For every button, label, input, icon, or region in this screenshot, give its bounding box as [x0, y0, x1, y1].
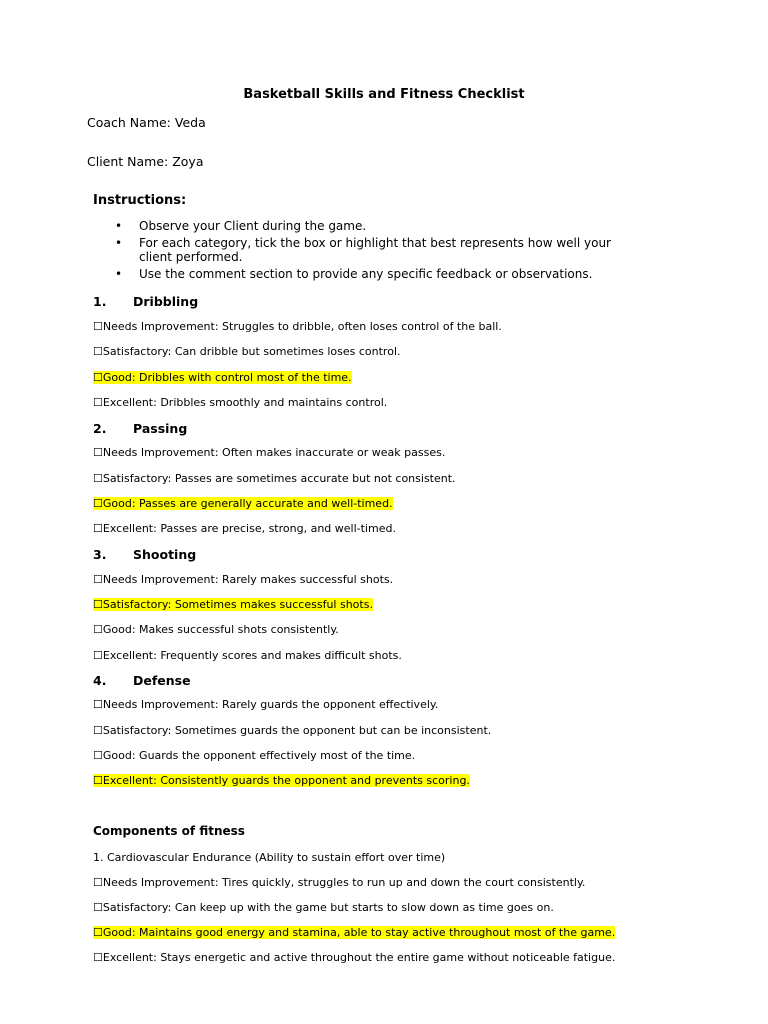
option-defense-excellent[interactable]	[93, 774, 470, 787]
option-defense-needs-improvement[interactable]	[93, 698, 438, 711]
option-text: Good: Passes are generally accurate and well-timed.	[102, 497, 393, 510]
option-text: Satisfactory: Sometimes makes successful shots.	[102, 598, 373, 611]
checkbox-icon[interactable]: ☐	[93, 951, 103, 964]
option-shooting-needs-improvement[interactable]	[93, 573, 393, 586]
section-number: 1.	[93, 294, 107, 309]
checkbox-icon[interactable]: ☐	[93, 926, 103, 939]
section-name: Passing	[133, 421, 188, 436]
option-text: Satisfactory: Sometimes guards the opponent but can be inconsistent.	[102, 724, 492, 737]
option-cardio-good[interactable]	[93, 926, 615, 939]
option-text: Good: Dribbles with control most of the time.	[102, 371, 352, 384]
option-defense-satisfactory[interactable]	[93, 724, 491, 737]
option-cardio-satisfactory[interactable]	[93, 901, 554, 914]
section-heading-passing	[93, 421, 187, 436]
option-shooting-satisfactory[interactable]	[93, 598, 373, 611]
option-text: Good: Makes successful shots consistently.	[102, 623, 339, 636]
checkbox-icon[interactable]: ☐	[93, 472, 103, 485]
option-passing-good[interactable]	[93, 497, 393, 510]
checkbox-icon[interactable]: ☐	[93, 396, 103, 409]
fitness-heading: Components of fitness	[93, 824, 245, 838]
option-text: Good: Guards the opponent effectively most of the time.	[102, 749, 416, 762]
checkbox-icon[interactable]: ☐	[93, 623, 103, 636]
checkbox-icon[interactable]: ☐	[93, 649, 103, 662]
checkbox-icon[interactable]: ☐	[93, 901, 103, 914]
checkbox-icon[interactable]: ☐	[93, 774, 103, 787]
checkbox-icon[interactable]: ☐	[93, 320, 103, 333]
checkbox-icon[interactable]: ☐	[93, 724, 103, 737]
checkbox-icon[interactable]: ☐	[93, 446, 103, 459]
instruction-text: Observe your Client during the game.	[139, 219, 367, 233]
option-passing-excellent[interactable]	[93, 522, 396, 535]
section-name: Defense	[133, 673, 191, 688]
option-text: Satisfactory: Can keep up with the game but starts to slow down as time goes on.	[102, 901, 554, 914]
option-text: Satisfactory: Can dribble but sometimes loses control.	[102, 345, 401, 358]
instructions-heading: Instructions:	[93, 193, 187, 208]
option-cardio-excellent[interactable]	[93, 951, 615, 964]
section-number: 2.	[93, 421, 107, 436]
section-heading-defense	[93, 673, 191, 688]
option-cardio-needs-improvement[interactable]	[93, 876, 585, 889]
instruction-item	[115, 267, 635, 281]
option-text: Excellent: Passes are precise, strong, and well-timed.	[102, 522, 396, 535]
checkbox-icon[interactable]: ☐	[93, 573, 103, 586]
instruction-text: For each category, tick the box or highlight that best represents how well your client performed.	[139, 236, 611, 264]
option-dribbling-needs-improvement[interactable]	[93, 320, 502, 333]
section-name: Dribbling	[133, 294, 199, 309]
checkbox-icon[interactable]: ☐	[93, 371, 103, 384]
document-title: Basketball Skills and Fitness Checklist	[243, 87, 525, 102]
instruction-item	[115, 236, 635, 264]
option-text: Satisfactory: Passes are sometimes accurate but not consistent.	[102, 472, 456, 485]
checkbox-icon[interactable]: ☐	[93, 345, 103, 358]
section-heading-dribbling	[93, 294, 198, 309]
option-text: Good: Maintains good energy and stamina, able to stay active throughout most of the game.	[102, 926, 616, 939]
option-defense-good[interactable]	[93, 749, 415, 762]
bullet-icon: •	[115, 236, 123, 250]
option-passing-satisfactory[interactable]	[93, 472, 456, 485]
client-name: Client Name: Zoya	[87, 154, 204, 169]
option-text: Needs Improvement: Often makes inaccurate or weak passes.	[102, 446, 446, 459]
checkbox-icon[interactable]: ☐	[93, 749, 103, 762]
option-shooting-excellent[interactable]	[93, 649, 402, 662]
option-text: Excellent: Dribbles smoothly and maintains control.	[102, 396, 388, 409]
checkbox-icon[interactable]: ☐	[93, 876, 103, 889]
option-text: Excellent: Frequently scores and makes difficult shots.	[102, 649, 402, 662]
checkbox-icon[interactable]: ☐	[93, 522, 103, 535]
checkbox-icon[interactable]: ☐	[93, 497, 103, 510]
section-number: 4.	[93, 673, 107, 688]
instructions-list	[115, 219, 635, 284]
section-heading-shooting	[93, 547, 196, 562]
instruction-item	[115, 219, 635, 233]
option-shooting-good[interactable]	[93, 623, 339, 636]
option-text: Excellent: Consistently guards the opponent and prevents scoring.	[102, 774, 470, 787]
checkbox-icon[interactable]: ☐	[93, 598, 103, 611]
option-text: Needs Improvement: Rarely makes successful shots.	[102, 573, 394, 586]
bullet-icon: •	[115, 219, 123, 233]
option-text: Excellent: Stays energetic and active throughout the entire game without noticeable fatigue.	[102, 951, 616, 964]
option-text: Needs Improvement: Rarely guards the opponent effectively.	[102, 698, 439, 711]
coach-name: Coach Name: Veda	[87, 115, 206, 130]
section-number: 3.	[93, 547, 107, 562]
fitness-item-cardiovascular: 1. Cardiovascular Endurance (Ability to sustain effort over time)	[93, 851, 446, 864]
checkbox-icon[interactable]: ☐	[93, 698, 103, 711]
option-dribbling-satisfactory[interactable]	[93, 345, 401, 358]
option-text: Needs Improvement: Tires quickly, struggles to run up and down the court consistently.	[102, 876, 586, 889]
section-name: Shooting	[133, 547, 197, 562]
option-dribbling-good[interactable]	[93, 371, 352, 384]
option-text: Needs Improvement: Struggles to dribble, often loses control of the ball.	[102, 320, 502, 333]
option-passing-needs-improvement[interactable]	[93, 446, 445, 459]
bullet-icon: •	[115, 267, 123, 281]
instruction-text: Use the comment section to provide any specific feedback or observations.	[139, 267, 593, 281]
option-dribbling-excellent[interactable]	[93, 396, 387, 409]
